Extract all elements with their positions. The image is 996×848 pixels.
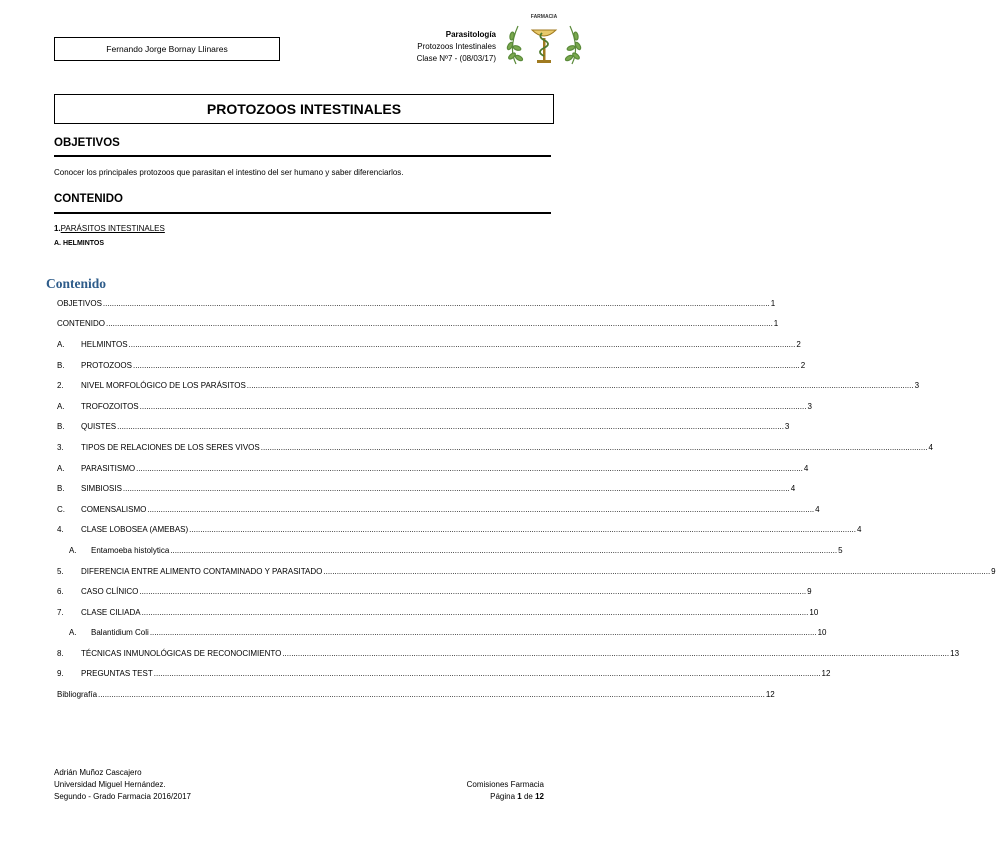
toc-entry-page: 4	[815, 504, 820, 514]
toc-entry-text: OBJETIVOS	[57, 298, 102, 308]
toc-entry-text: PROTOZOOS	[81, 360, 132, 370]
toc-entry[interactable]	[57, 478, 796, 499]
toc-entry-number: 5.	[57, 566, 64, 576]
toc-leader-dots: ............................................................................................................................................................................................................................................................................................................	[139, 401, 807, 411]
toc-entry-number: 6.	[57, 587, 64, 597]
toc-entry[interactable]	[57, 499, 820, 520]
contenido-item-1-num: 1.	[54, 224, 61, 233]
toc-entry-label	[57, 443, 260, 452]
contenido-item-a: A. HELMINTOS	[54, 240, 105, 247]
toc-entry-page: 5	[838, 545, 843, 555]
toc-entry[interactable]	[57, 664, 831, 685]
toc-heading: Contenido	[46, 276, 107, 291]
toc-entry-number: A.	[57, 463, 65, 473]
toc-leader-dots: ............................................................................................................................................................................................................................................................................................................	[246, 381, 914, 391]
toc-entry-label	[57, 690, 97, 699]
toc-entry[interactable]	[57, 334, 801, 355]
toc-entry-page: 10	[809, 607, 819, 617]
footer-right	[467, 779, 544, 803]
toc-entry-number: 9.	[57, 669, 64, 679]
toc-entry-label	[57, 525, 188, 534]
toc-entry[interactable]	[57, 417, 790, 438]
toc-entry-label	[57, 402, 139, 411]
toc-entry-number: A.	[57, 339, 65, 349]
toc-entry-text: Entamoeba histolytica	[91, 545, 170, 555]
toc-leader-dots: ............................................................................................................................................................................................................................................................................................................	[153, 669, 821, 679]
toc-entry-page: 1	[770, 298, 776, 308]
class-label: Clase Nº7 - (08/03/17)	[416, 54, 496, 63]
toc-leader-dots: ............................................................................................................................................................................................................................................................................................................	[102, 298, 770, 308]
toc-entry[interactable]	[57, 540, 843, 561]
page-word: Página	[490, 792, 516, 801]
toc-entry-label	[57, 669, 153, 678]
toc-leader-dots: ............................................................................................................................................................................................................................................................................................................	[128, 339, 796, 349]
toc-entry-number: A.	[69, 628, 77, 638]
toc-leader-dots: ............................................................................................................................................................................................................................................................................................................	[122, 484, 790, 494]
toc-entry-label	[57, 361, 132, 370]
document-title-box	[54, 94, 554, 124]
contenido-heading: CONTENIDO	[54, 193, 123, 205]
toc-leader-dots: ............................................................................................................................................................................................................................................................................................................	[189, 525, 856, 535]
toc-leader-dots: ............................................................................................................................................................................................................................................................................................................	[141, 607, 809, 617]
footer-course: Segundo - Grado Farmacia 2016/2017	[54, 792, 191, 801]
toc-entry-text: HELMINTOS	[81, 339, 128, 349]
toc-entry-label	[57, 464, 135, 473]
toc-entry-page: 9	[991, 566, 996, 576]
toc-entry[interactable]	[57, 684, 775, 705]
objetivos-rule	[54, 155, 551, 157]
objetivos-heading: OBJETIVOS	[54, 137, 120, 149]
toc-entry-page: 3	[914, 381, 920, 391]
toc-entry-text: TÉCNICAS INMUNOLÓGICAS DE RECONOCIMIENTO	[81, 648, 282, 658]
toc-entry-label	[57, 381, 246, 390]
toc-entry[interactable]	[57, 355, 806, 376]
toc-entry-number: 4.	[57, 525, 64, 535]
toc-entry-page: 12	[765, 690, 775, 700]
toc-entry-page: 2	[800, 360, 806, 370]
toc-entry-number: B.	[57, 484, 65, 494]
page-number: 1	[517, 792, 522, 801]
author-box	[54, 37, 280, 61]
toc-entry-label	[57, 484, 122, 493]
toc-entry-text: CLASE CILIADA	[81, 607, 141, 617]
contenido-rule	[54, 212, 551, 214]
of-word: de	[523, 792, 533, 801]
toc-entry[interactable]	[57, 561, 996, 582]
objetivos-text: Conocer los principales protozoos que parasitan el intestino del ser humano y saber diferenciarlos.	[54, 168, 404, 177]
toc-entry-page: 10	[817, 628, 827, 638]
toc-entry-number: A.	[57, 401, 65, 411]
toc-leader-dots: ............................................................................................................................................................................................................................................................................................................	[136, 463, 803, 473]
toc-entry-number: 8.	[57, 648, 64, 658]
toc-entry-label	[57, 587, 138, 596]
toc-entry-text: DIFERENCIA ENTRE ALIMENTO CONTAMINADO Y PARASITADO	[81, 566, 323, 576]
toc-entry[interactable]	[57, 375, 920, 396]
toc-entry-text: CASO CLÍNICO	[81, 587, 139, 597]
toc-entry-label	[57, 422, 116, 431]
toc-entry[interactable]	[57, 293, 776, 314]
toc-entry-text: NIVEL MORFOLÓGICO DE LOS PARÁSITOS	[81, 381, 246, 391]
toc-entry-label	[57, 340, 128, 349]
topic-label: Protozoos Intestinales	[417, 42, 496, 51]
toc-entry-label	[57, 608, 141, 617]
toc-entry-label	[57, 649, 281, 658]
toc-entry-number: 3.	[57, 442, 64, 452]
toc-leader-dots: ............................................................................................................................................................................................................................................................................................................	[147, 504, 815, 514]
logo-text: FARMACIA	[530, 14, 558, 20]
toc-entry-text: QUISTES	[81, 422, 117, 432]
toc-entry[interactable]	[57, 643, 960, 664]
footer-writer: Adrián Muñoz Cascajero	[54, 768, 142, 777]
toc-entry-label	[57, 567, 322, 576]
toc-leader-dots: ............................................................................................................................................................................................................................................................................................................	[132, 360, 800, 370]
toc-entry[interactable]	[57, 581, 812, 602]
toc-entry-text: Balantidium Coli	[91, 628, 149, 638]
toc-entry-label	[69, 628, 149, 637]
footer-left	[54, 767, 191, 803]
toc-entry-text: PREGUNTAS TEST	[81, 669, 153, 679]
toc-entry-page: 4	[856, 525, 862, 535]
header-info	[417, 29, 496, 65]
toc-leader-dots: ............................................................................................................................................................................................................................................................................................................	[260, 442, 928, 452]
toc-entry-label	[57, 505, 146, 514]
toc-entry-page: 3	[784, 422, 790, 432]
toc-entry-page: 4	[928, 442, 933, 452]
toc-entry-label	[57, 319, 105, 328]
toc-entry-label	[57, 299, 102, 308]
toc-entry-number: 2.	[57, 381, 64, 391]
toc-entry-label	[69, 546, 169, 555]
toc-entry-text: SIMBIOSIS	[81, 484, 122, 494]
toc-entry[interactable]	[57, 458, 809, 479]
toc-leader-dots: ............................................................................................................................................................................................................................................................................................................	[139, 587, 807, 597]
toc-entry-page: 13	[950, 648, 960, 658]
toc-entry-text: Bibliografía	[57, 690, 98, 700]
toc-entry-number: A.	[69, 545, 77, 555]
contenido-item-1	[54, 224, 165, 233]
document-title: PROTOZOOS INTESTINALES	[206, 101, 402, 117]
toc-entry-page: 4	[790, 484, 796, 494]
toc-entry-text: PARASITISMO	[81, 463, 136, 473]
toc-entry-page: 4	[803, 463, 809, 473]
pharmacy-logo	[502, 12, 586, 72]
subject-label: Parasitología	[445, 30, 496, 39]
toc-entry-number: B.	[57, 422, 65, 432]
footer-university: Universidad Miguel Hernández.	[54, 780, 166, 789]
toc-entry[interactable]	[57, 520, 862, 541]
toc-leader-dots: ............................................................................................................................................................................................................................................................................................................	[98, 690, 765, 700]
toc-entry-page: 12	[821, 669, 831, 679]
toc-leader-dots: ............................................................................................................................................................................................................................................................................................................	[323, 566, 991, 576]
toc-leader-dots: ............................................................................................................................................................................................................................................................................................................	[149, 628, 817, 638]
toc-entry-page: 3	[807, 401, 812, 411]
toc-entry-text: CLASE LOBOSEA (AMEBAS)	[81, 525, 189, 535]
toc-entry-text: COMENSALISMO	[81, 504, 147, 514]
toc-leader-dots: ............................................................................................................................................................................................................................................................................................................	[106, 319, 773, 329]
toc-entry[interactable]	[57, 314, 779, 335]
toc-entry-page: 2	[796, 339, 801, 349]
toc-entry[interactable]	[57, 396, 812, 417]
toc-entry-page: 9	[807, 587, 812, 597]
toc-leader-dots: ............................................................................................................................................................................................................................................................................................................	[282, 648, 950, 658]
toc-entry[interactable]	[57, 623, 827, 644]
page-total: 12	[535, 792, 544, 801]
toc-entry-number: 7.	[57, 607, 64, 617]
toc-entry[interactable]	[57, 602, 819, 623]
contenido-item-1-label: PARÁSITOS INTESTINALES	[60, 224, 165, 233]
toc-entry-text: TIPOS DE RELACIONES DE LOS SERES VIVOS	[81, 442, 260, 452]
author-name: Fernando Jorge Bornay Llinares	[106, 44, 228, 54]
table-of-contents	[57, 293, 996, 705]
toc-entry-text: CONTENIDO	[57, 319, 105, 329]
toc-entry-number: C.	[57, 504, 65, 514]
toc-entry-text: TROFOZOITOS	[81, 401, 139, 411]
page-indicator	[467, 791, 544, 803]
toc-leader-dots: ............................................................................................................................................................................................................................................................................................................	[117, 422, 784, 432]
toc-entry-number: B.	[57, 360, 65, 370]
toc-entry[interactable]	[57, 437, 933, 458]
toc-leader-dots: ............................................................................................................................................................................................................................................................................................................	[170, 545, 838, 555]
footer-committee: Comisiones Farmacia	[466, 780, 544, 789]
toc-entry-page: 1	[773, 319, 779, 329]
